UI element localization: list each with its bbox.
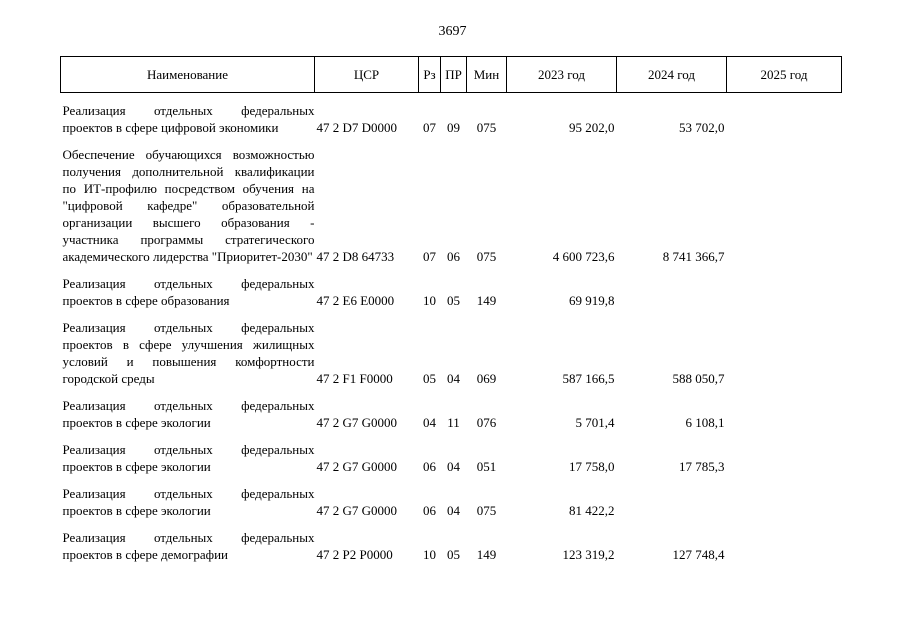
- row-min: 076: [476, 415, 497, 430]
- row-name: Реализация отдельных федеральных проектов в сфере цифровой экономики: [62, 103, 315, 135]
- row-rz: 04: [423, 415, 436, 430]
- table-row: [61, 102, 842, 136]
- table-row: [61, 485, 842, 519]
- row-rz: 10: [423, 547, 436, 562]
- row-rz: 10: [423, 293, 436, 308]
- row-min: 149: [476, 293, 497, 308]
- row-2023: 587 166,5: [562, 371, 615, 386]
- table-row: [61, 275, 842, 309]
- row-name: Реализация отдельных федеральных проектов в сфере экологии: [62, 398, 315, 430]
- row-min: 051: [476, 459, 497, 474]
- row-2025: [727, 485, 842, 519]
- row-pr: 05: [447, 547, 460, 562]
- row-2025: [727, 319, 842, 387]
- row-2023: 95 202,0: [569, 120, 615, 135]
- row-csr: 47 2 D8 64733: [316, 249, 395, 264]
- row-2025: [727, 146, 842, 265]
- row-2024: 6 108,1: [685, 415, 725, 430]
- row-csr: 47 2 F1 F0000: [316, 371, 393, 386]
- header-pr: ПР: [441, 57, 467, 93]
- row-rz: 06: [423, 503, 436, 518]
- row-2024: 17 785,3: [679, 459, 725, 474]
- row-name: Обеспечение обучающихся возможностью получения дополнительной квалификации по ИТ-профилю посредством обучения на "цифровой кафедре" образовательной организации высшего образования - участника программы стратегического академического лидерства "Приоритет-2030": [62, 147, 315, 264]
- row-csr: 47 2 G7 G0000: [316, 415, 398, 430]
- row-csr: 47 2 D7 D0000: [316, 120, 398, 135]
- row-2023: 4 600 723,6: [552, 249, 615, 264]
- header-name: Наименование: [61, 57, 315, 93]
- row-rz: 05: [423, 371, 436, 386]
- header-rz: Рз: [419, 57, 441, 93]
- page-number: 3697: [438, 24, 467, 39]
- row-min: 075: [476, 249, 497, 264]
- row-min: 075: [476, 503, 497, 518]
- row-2025: [727, 529, 842, 563]
- row-min: 075: [476, 120, 497, 135]
- row-name: Реализация отдельных федеральных проектов в сфере демографии: [62, 530, 315, 562]
- table-row: [61, 146, 842, 265]
- row-csr: 47 2 E6 E0000: [316, 293, 395, 308]
- row-min: 069: [476, 371, 497, 386]
- row-2023: 69 919,8: [569, 293, 615, 308]
- table-row: [61, 319, 842, 387]
- row-rz: 06: [423, 459, 436, 474]
- row-2025: [727, 397, 842, 431]
- row-csr: 47 2 G7 G0000: [316, 503, 398, 518]
- row-pr: 04: [447, 503, 460, 518]
- row-csr: 47 2 P2 P0000: [316, 547, 393, 562]
- table-row: [61, 441, 842, 475]
- header-csr: ЦСР: [315, 57, 419, 93]
- header-2025: 2025 год: [727, 57, 842, 93]
- row-name: Реализация отдельных федеральных проектов в сфере образования: [62, 276, 315, 308]
- row-name: Реализация отдельных федеральных проектов в сфере экологии: [62, 486, 315, 518]
- table-row: [61, 529, 842, 563]
- row-rz: 07: [423, 249, 436, 264]
- row-pr: 05: [447, 293, 460, 308]
- row-pr: 09: [447, 120, 460, 135]
- header-2023: 2023 год: [507, 57, 617, 93]
- row-pr: 04: [447, 459, 460, 474]
- row-2024: 588 050,7: [672, 371, 725, 386]
- row-min: 149: [476, 547, 497, 562]
- row-2023: 17 758,0: [569, 459, 615, 474]
- row-pr: 11: [447, 415, 460, 430]
- table-row: [61, 397, 842, 431]
- row-2024: [617, 275, 727, 309]
- row-2025: [727, 102, 842, 136]
- row-2023: 5 701,4: [575, 415, 615, 430]
- row-pr: 06: [447, 249, 460, 264]
- budget-table: [60, 56, 842, 563]
- row-name: Реализация отдельных федеральных проектов в сфере экологии: [62, 442, 315, 474]
- row-rz: 07: [423, 120, 436, 135]
- row-2024: 127 748,4: [672, 547, 725, 562]
- row-csr: 47 2 G7 G0000: [316, 459, 398, 474]
- row-2024: 53 702,0: [679, 120, 725, 135]
- row-2024: 8 741 366,7: [662, 249, 725, 264]
- row-name: Реализация отдельных федеральных проектов в сфере улучшения жилищных условий и повышения комфортности городской среды: [62, 320, 315, 386]
- row-2023: 81 422,2: [569, 503, 615, 518]
- row-2025: [727, 275, 842, 309]
- table-header-row: [61, 57, 842, 93]
- header-2024: 2024 год: [617, 57, 727, 93]
- row-2023: 123 319,2: [562, 547, 615, 562]
- row-2024: [617, 485, 727, 519]
- header-min: Мин: [467, 57, 507, 93]
- row-pr: 04: [447, 371, 460, 386]
- row-2025: [727, 441, 842, 475]
